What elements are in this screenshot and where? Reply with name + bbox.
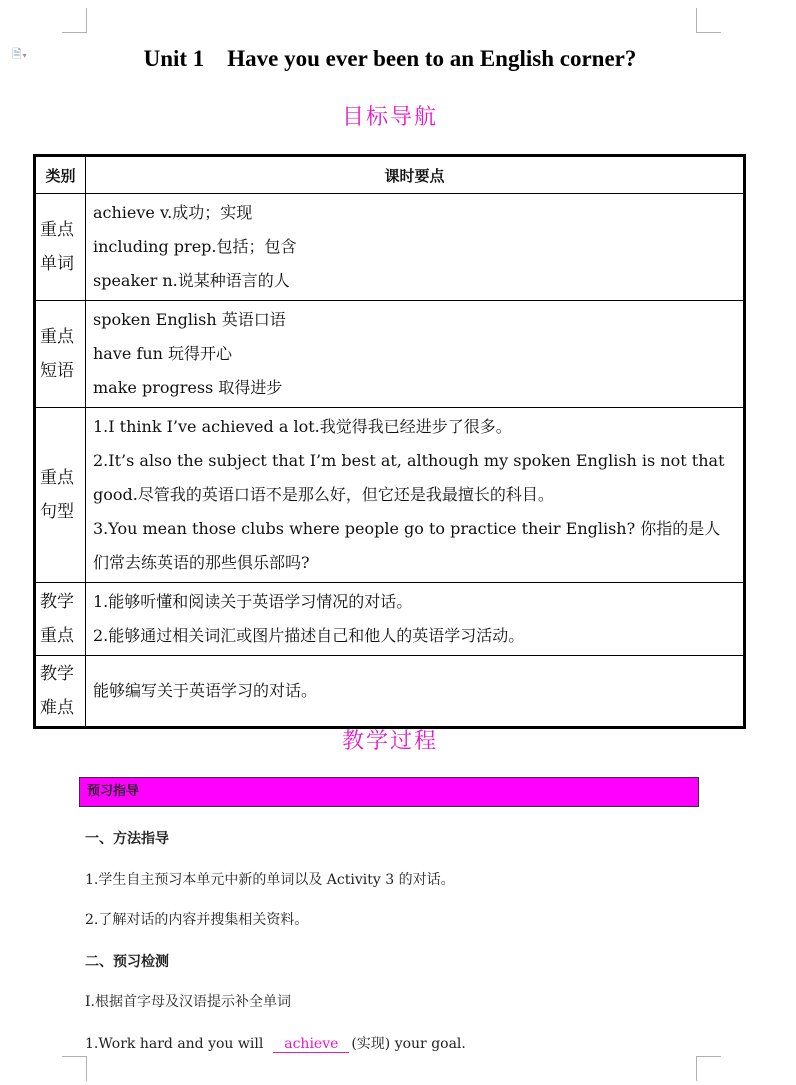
content-line: 1.I think I’ve achieved a lot.我觉得我已经进步了很多。 xyxy=(93,417,512,436)
category-text: 单词 xyxy=(40,254,74,274)
content-cell xyxy=(86,194,745,301)
content-line: have fun 玩得开心 xyxy=(93,344,233,363)
section-bar-preview: 预习指导 xyxy=(79,777,699,807)
category-cell xyxy=(35,194,86,301)
question-1 xyxy=(85,1033,466,1053)
document-icon[interactable]: 🗎▾ xyxy=(12,47,27,61)
question-text: 1.Work hard and you will xyxy=(85,1036,264,1052)
page-corner-mark xyxy=(62,8,87,33)
category-text: 重点 xyxy=(40,468,74,488)
question-text: (实现) your goal. xyxy=(351,1036,466,1052)
table-row xyxy=(35,194,745,301)
page-corner-mark xyxy=(62,1056,87,1081)
category-text: 教学 xyxy=(40,592,74,612)
method-item: 2.了解对话的内容并搜集相关资料。 xyxy=(85,912,309,928)
page-corner-mark xyxy=(696,1056,721,1081)
content-cell xyxy=(86,656,745,728)
content-line: 2.能够通过相关词汇或图片描述自己和他人的英语学习活动。 xyxy=(93,626,525,645)
category-text: 重点 xyxy=(40,626,74,646)
category-cell xyxy=(35,301,86,408)
content-cell xyxy=(86,408,745,583)
content-line: 3.You mean those clubs where people go to practice their English? 你指的是人们常去练英语的那些俱乐部吗? xyxy=(93,519,721,572)
category-text: 短语 xyxy=(40,361,74,381)
content-line: including prep.包括；包含 xyxy=(93,237,297,256)
chevron-down-icon: ▾ xyxy=(22,51,27,60)
page-corner-mark xyxy=(696,8,721,33)
content-line: speaker n.说某种语言的人 xyxy=(93,271,290,290)
check-subtitle: Ⅰ.根据首字母及汉语提示补全单词 xyxy=(85,994,291,1010)
content-cell xyxy=(86,301,745,408)
table-row xyxy=(35,656,745,728)
content-cell xyxy=(86,583,745,656)
content-line: 2.It’s also the subject that I’m best at, although my spoken English is not that good.尽管我的英语口语不是那么好，但它还是我最擅长的科目。 xyxy=(93,451,725,504)
category-text: 重点 xyxy=(40,327,74,347)
content-line: achieve v.成功；实现 xyxy=(93,203,253,222)
category-cell xyxy=(35,583,86,656)
table-row xyxy=(35,583,745,656)
objectives-table xyxy=(33,154,746,729)
column-header: 课时要点 xyxy=(86,156,745,194)
category-text: 教学 xyxy=(40,664,74,684)
category-text: 难点 xyxy=(40,698,74,718)
category-text: 重点 xyxy=(40,220,74,240)
content-line: make progress 取得进步 xyxy=(93,378,283,397)
page-title: Unit 1 Have you ever been to an English corner? xyxy=(143,46,637,71)
answer-blank: achieve xyxy=(273,1036,349,1053)
content-line: spoken English 英语口语 xyxy=(93,310,286,329)
category-cell xyxy=(35,408,86,583)
category-cell xyxy=(35,656,86,728)
content-line: 1.能够听懂和阅读关于英语学习情况的对话。 xyxy=(93,592,413,611)
column-header: 类别 xyxy=(35,156,86,194)
method-title: 一、方法指导 xyxy=(85,831,169,847)
content-line: 能够编写关于英语学习的对话。 xyxy=(93,681,318,700)
table-header-row xyxy=(35,156,745,194)
goals-heading: 目标导航 xyxy=(341,105,438,130)
table-row xyxy=(35,408,745,583)
category-text: 句型 xyxy=(40,502,74,522)
table-row xyxy=(35,301,745,408)
method-item: 1.学生自主预习本单元中新的单词以及 Activity 3 的对话。 xyxy=(85,872,455,888)
check-title: 二、预习检测 xyxy=(85,954,169,970)
process-heading: 教学过程 xyxy=(341,729,438,754)
